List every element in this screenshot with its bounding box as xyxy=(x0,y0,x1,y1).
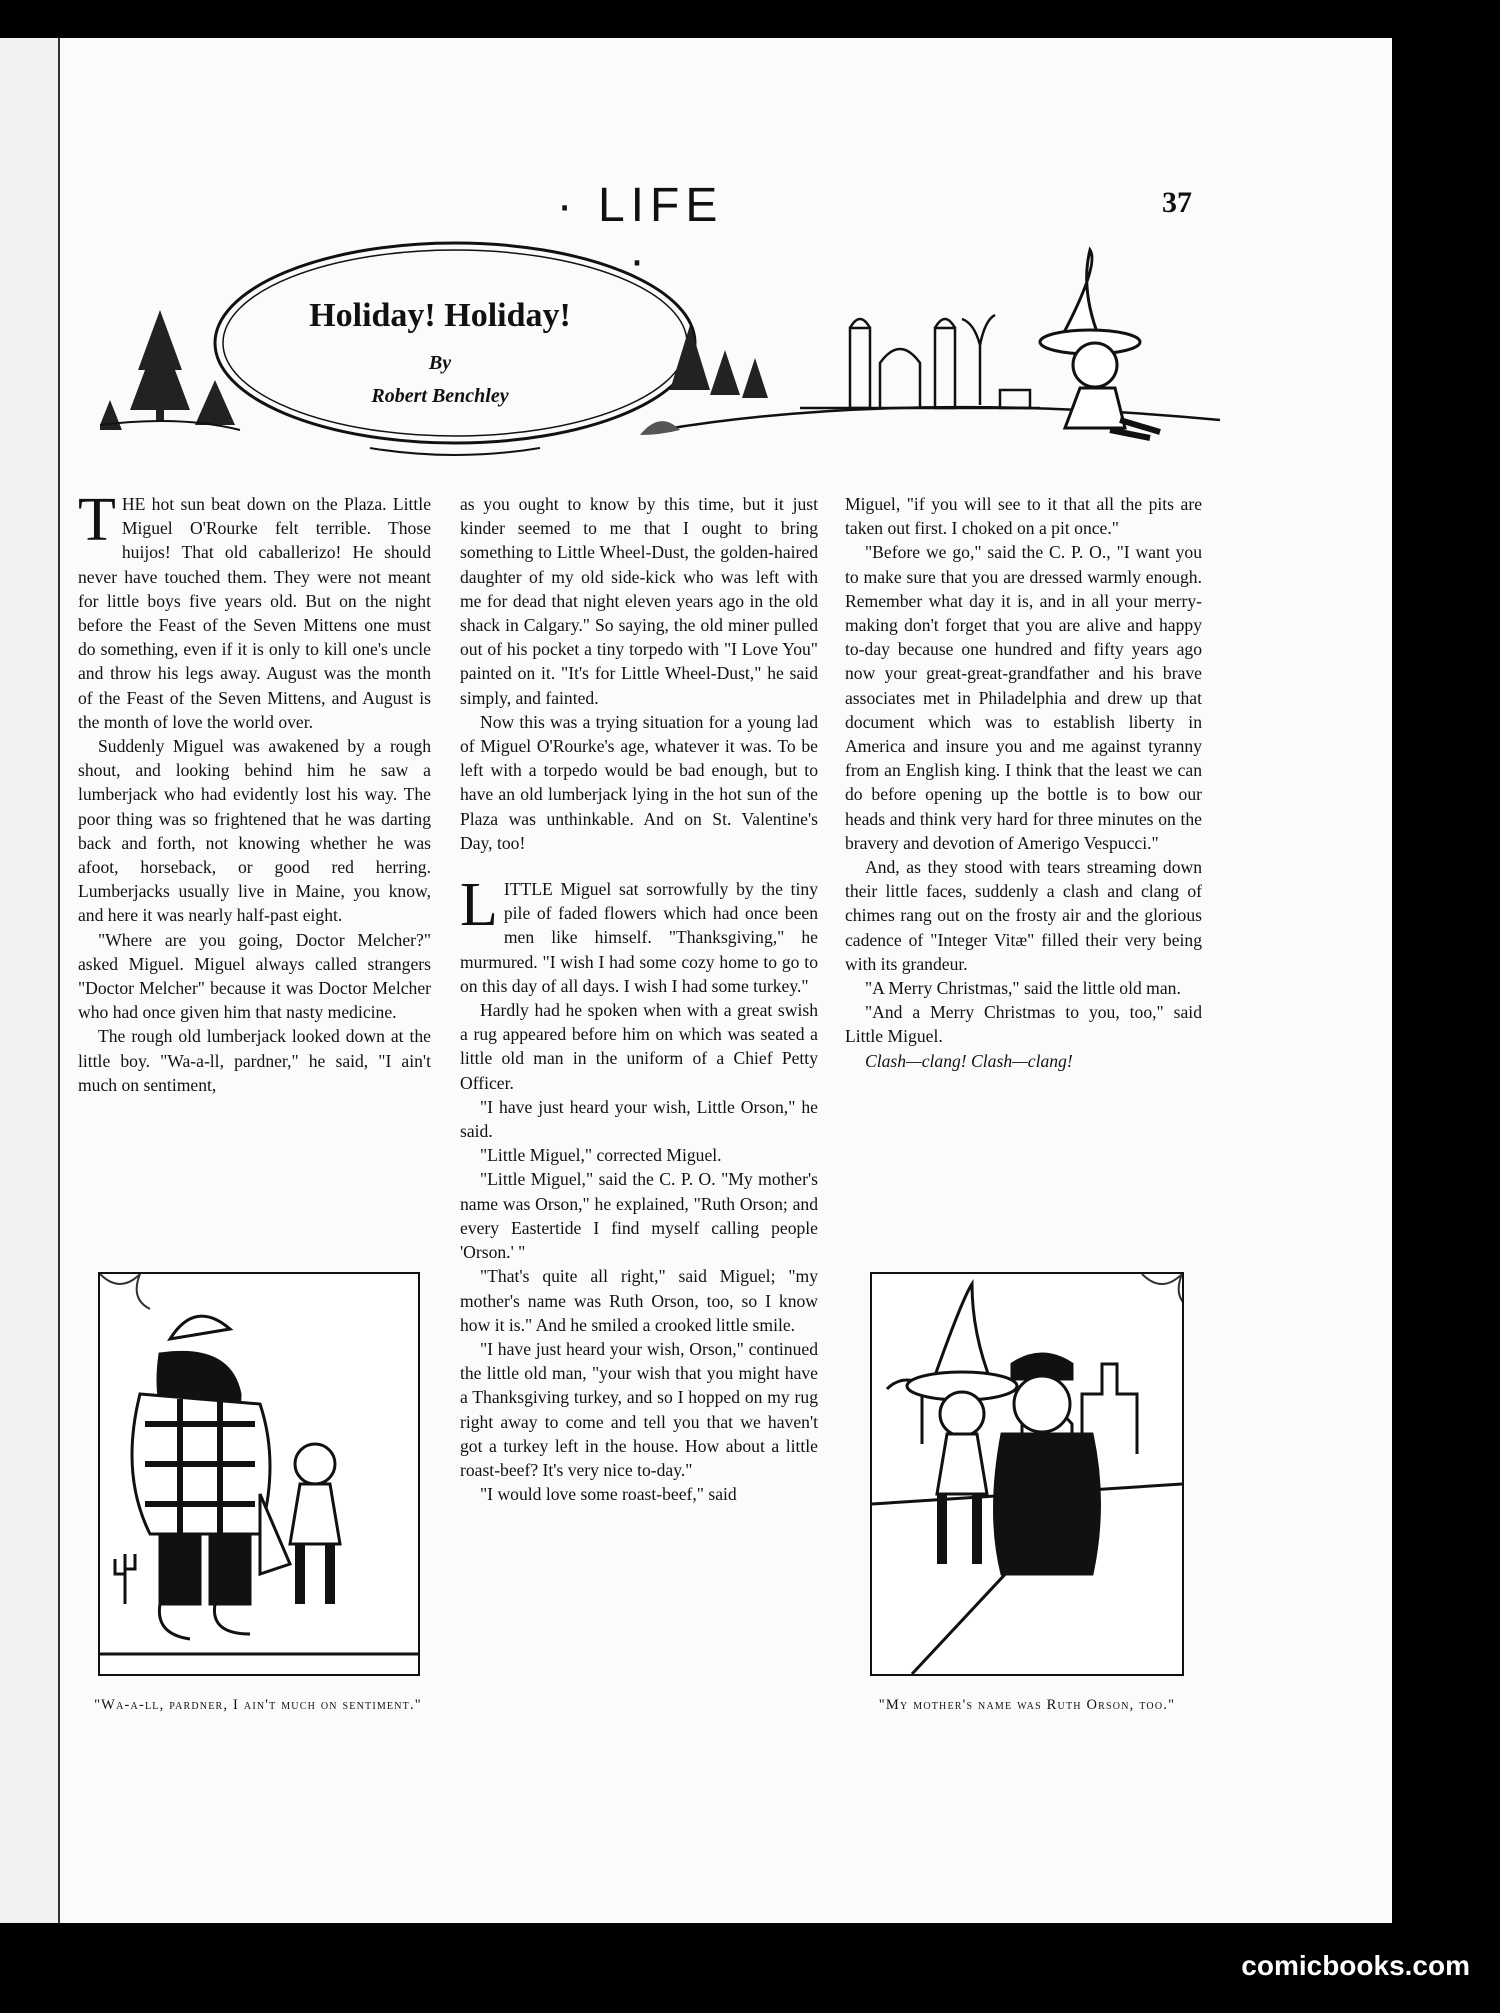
paragraph: "That's quite all right," said Miguel; "my mother's name was Ruth Orson, too, so I know how it is." And he smiled a crooked little smile. xyxy=(460,1266,818,1335)
officer-head xyxy=(1014,1376,1070,1432)
article-title: Holiday! Holiday! xyxy=(309,297,571,334)
header-illustration xyxy=(100,230,1230,490)
text-column-1 xyxy=(78,486,431,1097)
boy-head xyxy=(295,1444,335,1484)
author-name: Robert Benchley xyxy=(371,385,509,407)
paragraph: And, as they stood with tears streaming down their little faces, suddenly a clash and clang of chimes rang out on the frosty air and the glorious cadence of "Integer Vitæ" filled their very being with its grandeur. xyxy=(845,857,1202,974)
boy-body xyxy=(937,1434,987,1494)
petty-officer-illustration xyxy=(870,1272,1184,1676)
cactus xyxy=(115,1554,135,1604)
lumberjack-cap xyxy=(170,1316,230,1339)
paragraph: "Before we go," said the C. P. O., "I want you to make sure that you are dressed warmly enough. Remember what day it is, and in all your merry-making don't forget that you are alive and happy to-day because one hundred and fifty years ago now your great-great-grandfather and his brave associates met in Philadelphia and drew up that document which was to establish liberty in America and insure you and me against tyranny from an English king. I think that the least we can do before opening up the bottle is to bow our heads and think very hard for three minutes on the bravery and devotion of Amerigo Vespucci." xyxy=(845,542,1202,853)
text-column-3 xyxy=(845,492,1202,1073)
holly-corner xyxy=(1142,1274,1184,1309)
caption-left: "Wa-a-ll, pardner, I ain't much on sentiment." xyxy=(94,1697,422,1713)
officer-coat xyxy=(995,1434,1100,1574)
holly-sprig xyxy=(640,421,680,435)
drop-cap: T xyxy=(78,486,116,554)
sombrero xyxy=(932,1284,992,1384)
running-title: · LIFE · xyxy=(556,179,724,287)
boy-body xyxy=(290,1484,340,1544)
paragraph: "Where are you going, Doctor Melcher?" asked Miguel. Miguel always called strangers "Doctor Melcher" because it was Doctor Melcher who had once given him that nasty medicine. xyxy=(78,929,431,1023)
pine-trees-left xyxy=(100,310,235,430)
caption-right: "My mother's name was Ruth Orson, too." xyxy=(878,1697,1176,1713)
facing-page-edge xyxy=(0,38,58,1923)
lumberjack-trousers xyxy=(160,1534,250,1604)
paragraph: Hardly had he spoken when with a great swish a rug appeared before him on which was seated a little old man in the uniform of a Chief Petty Officer. xyxy=(460,1000,818,1093)
paragraph: Now this was a trying situation for a young lad of Miguel O'Rourke's age, whatever it was. To be left with a torpedo would be bad enough, but to have an old lumberjack lying in the hot sun of the Plaza was unthinkable. And on St. Valentine's Day, too! xyxy=(460,711,818,853)
paragraph: "A Merry Christmas," said the little old man. xyxy=(865,978,1181,999)
paragraph: "Little Miguel," corrected Miguel. xyxy=(480,1145,722,1166)
pine-trees-right xyxy=(670,325,768,398)
scroll-ribbon xyxy=(370,448,540,455)
paragraph: "I would love some roast-beef," said xyxy=(480,1484,737,1505)
text-column-2 xyxy=(460,492,818,1506)
site-watermark: comicbooks.com xyxy=(1241,1950,1470,1981)
megaphone xyxy=(260,1494,290,1574)
paragraph: Miguel, "if you will see to it that all the pits are taken out first. I choked on a pit once." xyxy=(845,494,1202,539)
paragraph: "And a Merry Christmas to you, too," said Little Miguel. xyxy=(845,1002,1202,1047)
holly-corner xyxy=(100,1274,150,1309)
paragraph: "Little Miguel," said the C. P. O. "My mother's name was Orson," he explained, "Ruth Orson; and every Eastertide I find myself calling people 'Orson.' " xyxy=(460,1169,818,1263)
title-oval xyxy=(215,243,695,443)
paragraph: "I have just heard your wish, Little Orson," he said. xyxy=(460,1096,818,1142)
paragraph: as you ought to know by this time, but it just kinder seemed to me that I ought to bring something to Little Wheel-Dust, the golden-haired daughter of my old side-kick who was left with me for dead that night eleven years ago in the old shack in Calgary." So saying, the old miner pulled out of his pocket a tiny torpedo with "I Love You" painted on it. "It's for Little Wheel-Dust," he said simply, and fainted. xyxy=(460,494,818,708)
byline-label: By xyxy=(428,352,452,374)
closing-line: Clash—clang! Clash—clang! xyxy=(865,1050,1073,1071)
paragraph: THE hot sun beat down on the Plaza. Little Miguel O'Rourke felt terrible. Those huijos! That old caballerizo! He should never have touched them. They were not meant for little boys five years old. But on the night before the Feast of the Seven Mittens one must do something, even if it is only to kill one's uncle and throw his legs away. August was the month of the Feast of the Seven Mittens, and August is the month of love the world over. xyxy=(78,486,431,732)
paragraph: "I have just heard your wish, Orson," continued the little old man, "your wish that you might have a Thanksgiving turkey, and so I hopped on my rug right away to come and tell you that we haven't got a turkey left in the house. How about a little roast-beef? It's very nice to-day." xyxy=(460,1338,818,1480)
paragraph: Suddenly Miguel was awakened by a rough shout, and looking behind him he saw a lumberjack who had evidently lost his way. The poor thing was so frightened that he was darting back and forth, not knowing whether he was afoot, horseback, or good red herring. Lumberjacks usually live in Maine, you know, and here it was nearly half-past eight. xyxy=(78,736,431,926)
paragraph: The rough old lumberjack looked down at the little boy. "Wa-a-ll, pardner," he said, "I ain't much on sentiment, xyxy=(78,1026,431,1095)
paragraph: LITTLE Miguel sat sorrowfully by the tiny pile of faded flowers which had once been men like himself. "Thanksgiving," he murmured. "I wish I had some cozy home to go to on this day of all days. I wish I had some turkey." xyxy=(460,871,818,996)
drop-cap: L xyxy=(460,871,498,940)
lumberjack-illustration xyxy=(98,1272,420,1676)
page-number: 37 xyxy=(1162,186,1192,219)
boy-head xyxy=(940,1392,984,1436)
mission-town xyxy=(800,315,1040,408)
